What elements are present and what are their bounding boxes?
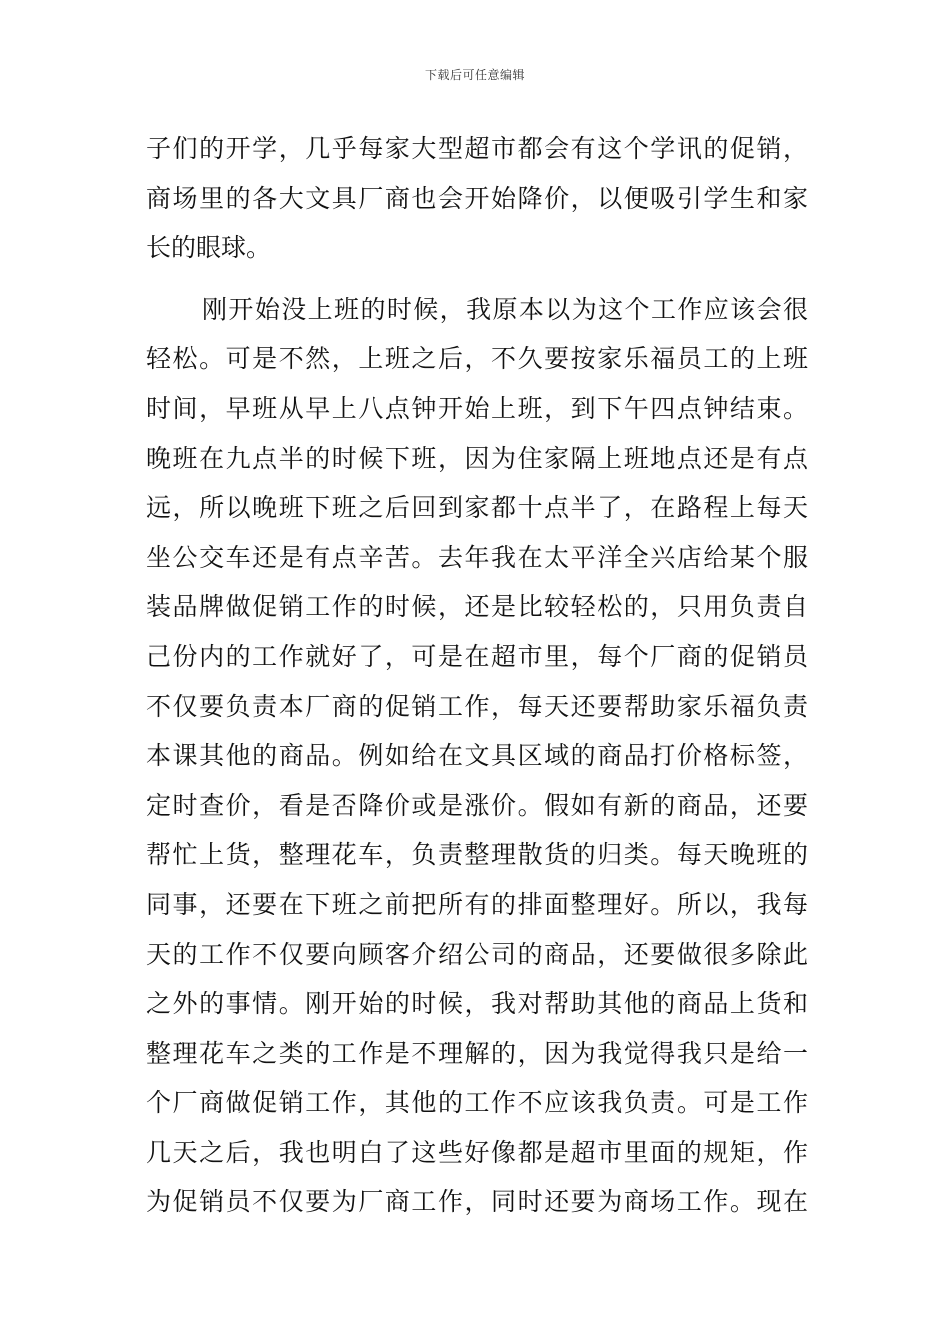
- paragraph-2: [146, 285, 808, 1227]
- text-line: 时间，早班从早上八点钟开始上班，到下午四点钟结束。: [146, 393, 808, 423]
- text-line: 子们的开学，几乎每家大型超市都会有这个学讯的促销，: [146, 134, 808, 163]
- text-line: 不仅要负责本厂商的促销工作，每天还要帮助家乐福负责: [146, 691, 808, 721]
- text-line: 整理花车之类的工作是不理解的，因为我觉得我只是给一: [146, 1038, 808, 1068]
- text-line: 己份内的工作就好了，可是在超市里，每个厂商的促销员: [146, 641, 808, 671]
- text-line: 长的眼球。: [146, 233, 272, 263]
- text-line: 定时查价，看是否降价或是涨价。假如有新的商品，还要: [146, 790, 808, 820]
- body-text: [146, 124, 808, 1227]
- text-line: 个厂商做促销工作，其他的工作不应该我负责。可是工作: [146, 1088, 808, 1118]
- text-line: 几天之后，我也明白了这些好像都是超市里面的规矩，作: [146, 1137, 808, 1167]
- text-line: 天的工作不仅要向顾客介绍公司的商品，还要做很多除此: [146, 939, 808, 969]
- text-line: 帮忙上货，整理花车，负责整理散货的归类。每天晚班的: [146, 840, 808, 870]
- text-line: 本课其他的商品。例如给在文具区域的商品打价格标签，: [146, 741, 808, 771]
- text-line: 为促销员不仅要为厂商工作，同时还要为商场工作。现在: [146, 1187, 808, 1217]
- paragraph-1: [146, 124, 808, 273]
- text-line: 坐公交车还是有点辛苦。去年我在太平洋全兴店给某个服: [146, 542, 808, 572]
- text-line: 晚班在九点半的时候下班，因为住家隔上班地点还是有点: [146, 443, 808, 473]
- text-line: 之外的事情。刚开始的时候，我对帮助其他的商品上货和: [146, 989, 808, 1019]
- header-note: 下载后可任意编辑: [424, 68, 525, 82]
- text-line: 刚开始没上班的时候，我原本以为这个工作应该会很: [202, 294, 808, 324]
- text-line: 轻松。可是不然，上班之后，不久要按家乐福员工的上班: [146, 344, 808, 374]
- text-line: 远，所以晚班下班之后回到家都十点半了，在路程上每天: [146, 493, 808, 523]
- text-line: 装品牌做促销工作的时候，还是比较轻松的，只用负责自: [146, 592, 808, 622]
- text-line: 商场里的各大文具厂商也会开始降价，以便吸引学生和家: [146, 183, 808, 213]
- paragraph-gap: [146, 273, 808, 285]
- text-line: 同事，还要在下班之前把所有的排面整理好。所以，我每: [146, 889, 808, 919]
